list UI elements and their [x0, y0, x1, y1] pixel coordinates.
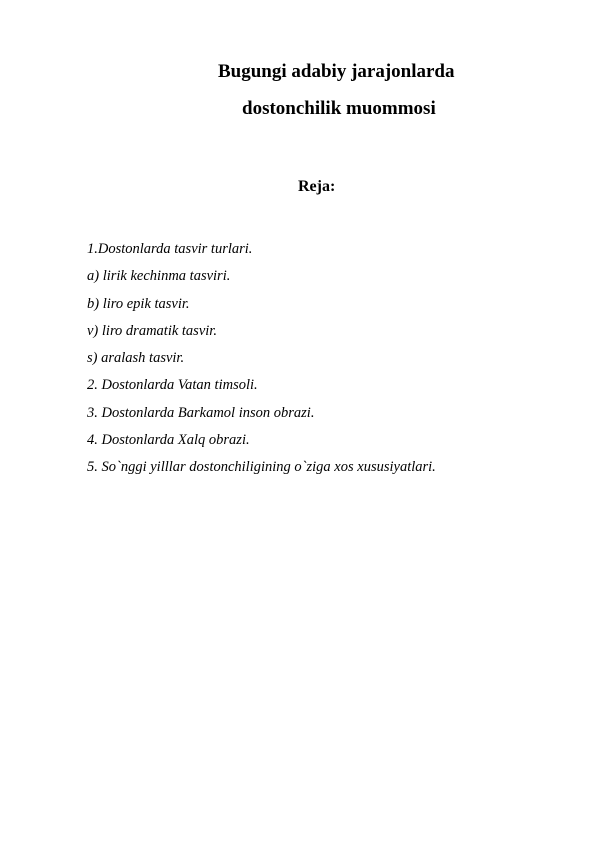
plan-list: [87, 236, 436, 482]
plan-item-5: 5. So`nggi yilllar dostonchiligining o`ziga xos xususiyatlari.: [87, 459, 436, 476]
plan-item-1: 1.Dostonlarda tasvir turlari.: [87, 241, 253, 257]
title-line-1: Bugungi adabiy jarajonlarda: [218, 61, 455, 82]
plan-item-b: b) liro epik tasvir.: [87, 295, 190, 312]
plan-item-s: s) aralash tasvir.: [87, 350, 185, 367]
plan-item-4: 4. Dostonlarda Xalq obrazi.: [87, 432, 250, 449]
title-line-2: dostonchilik muommosi: [242, 98, 436, 119]
plan-item-2: 2. Dostonlarda Vatan timsoli.: [87, 377, 258, 394]
plan-item-v: v) liro dramatik tasvir.: [87, 322, 217, 339]
plan-item-a: a) lirik kechinma tasviri.: [87, 268, 231, 285]
plan-heading: Reja:: [298, 178, 336, 195]
plan-item-3: 3. Dostonlarda Barkamol inson obrazi.: [87, 404, 315, 421]
